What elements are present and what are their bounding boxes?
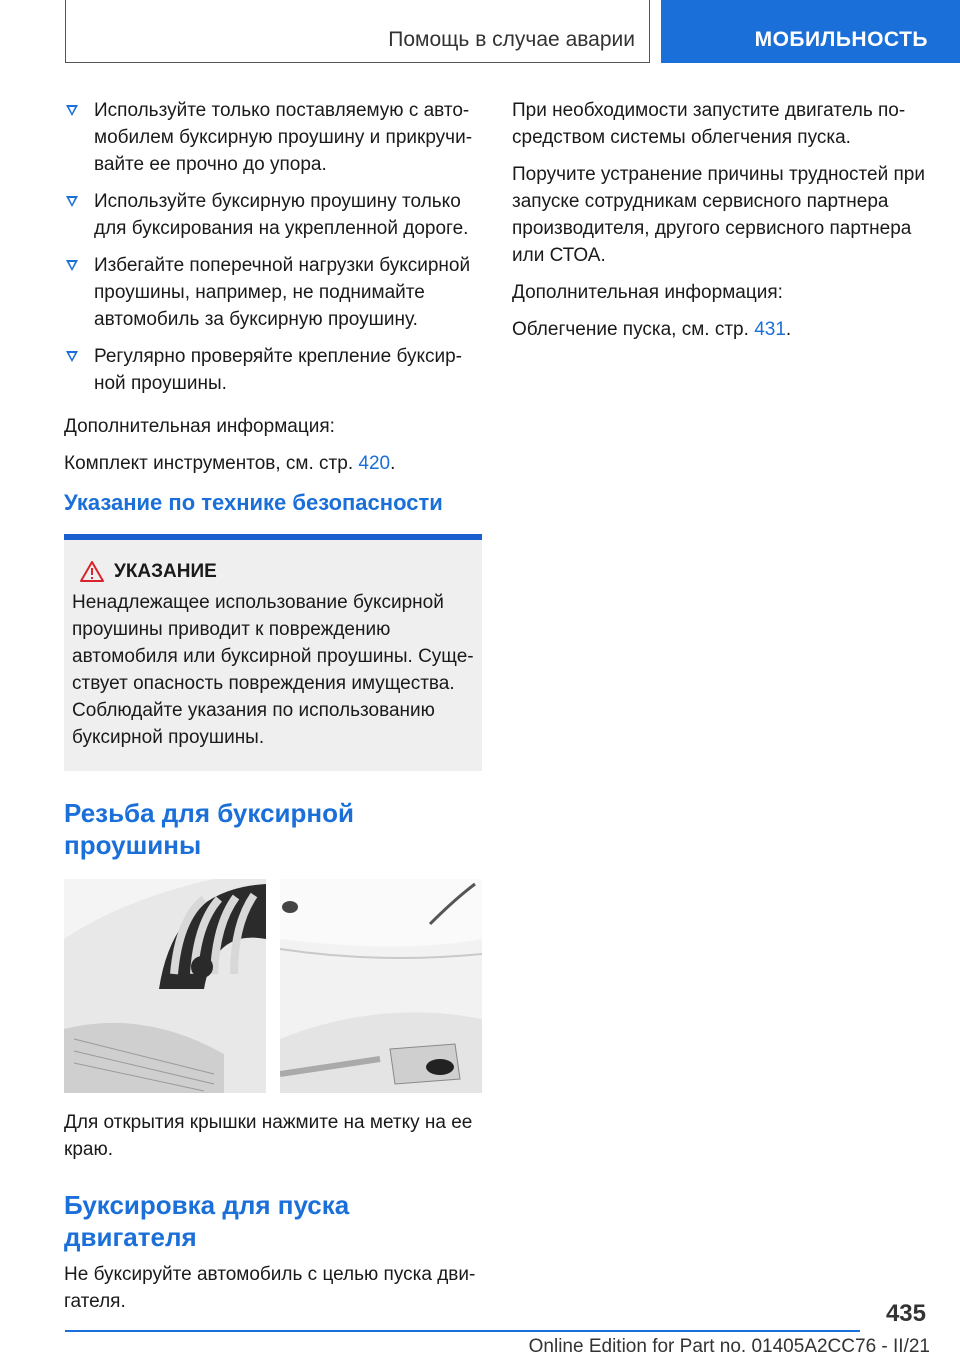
page-link[interactable]: 431 (754, 319, 786, 340)
warning-box (64, 534, 482, 771)
paragraph-start-aid: При необходимости запустите двигатель посредством системы облегчения пуска. (512, 100, 906, 148)
warning-title: УКАЗАНИЕ (72, 558, 474, 585)
rear-bumper-image (280, 879, 482, 1093)
triangle-bullet-icon (66, 351, 78, 362)
left-column (64, 97, 482, 1325)
header-section-box (65, 0, 650, 63)
list-item: Используйте только поставляемую с автомобилем буксирную проушину и прикручивайте ее прочно до упора. (64, 97, 482, 178)
cross-reference: Облегчение пуска, см. стр. 431. (512, 319, 792, 340)
figure-row (64, 879, 482, 1093)
paragraph-service: Поручите устранение причины трудностей при запуске сотрудникам сервисного партнера производителя, другого сервисного партнера или СТОА. (512, 164, 925, 266)
page-link[interactable]: 420 (358, 453, 391, 474)
jump-start-text: Не буксируйте автомобиль с целью пуска двигателя. (64, 1264, 476, 1312)
triangle-bullet-icon (66, 260, 78, 271)
list-item: Избегайте поперечной нагрузки буксирной проушины, например, не поднимайте автомобиль за буксирную проушину. (64, 252, 482, 333)
header-section-title: Помощь в случае аварии (388, 28, 635, 51)
warning-triangle-icon (80, 561, 104, 582)
header-chapter-tab[interactable] (661, 0, 960, 63)
right-column (512, 97, 932, 353)
jump-start-heading: Буксировка для пуска двигателя (64, 1190, 350, 1252)
more-info-label: Дополнительная информация: (512, 282, 783, 303)
front-bumper-image (64, 879, 266, 1093)
cross-reference: Комплект инструментов, см. стр. 420. (64, 453, 396, 474)
warning-body: Ненадлежащее использование буксирной проушины приводит к повреждению автомобиля или буксирной проушины. Существует опасность повреждения имущества. Соблюдайте указания по использованию буксирной проушины. (72, 592, 474, 748)
thread-heading: Резьба для буксирной проушины (64, 798, 354, 860)
bullet-list (64, 97, 482, 397)
page-number: 435 (885, 1300, 926, 1327)
figure-caption: Для открытия крышки нажмите на метку на ее краю. (64, 1112, 473, 1160)
triangle-bullet-icon (66, 105, 78, 116)
list-item: Регулярно проверяйте крепление буксирной проушины. (64, 343, 482, 397)
safety-heading: Указание по технике безопасности (64, 490, 443, 515)
list-item: Используйте буксирную проушину только для буксирования на укрепленной дороге. (64, 188, 482, 242)
edition-label: Online Edition for Part no. 01405A2CC76 - II/21 (528, 1336, 930, 1357)
header-chapter-label: МОБИЛЬНОСТЬ (754, 28, 928, 51)
more-info-label: Дополнительная информация: (64, 416, 335, 437)
triangle-bullet-icon (66, 196, 78, 207)
footer-divider (65, 1330, 860, 1332)
